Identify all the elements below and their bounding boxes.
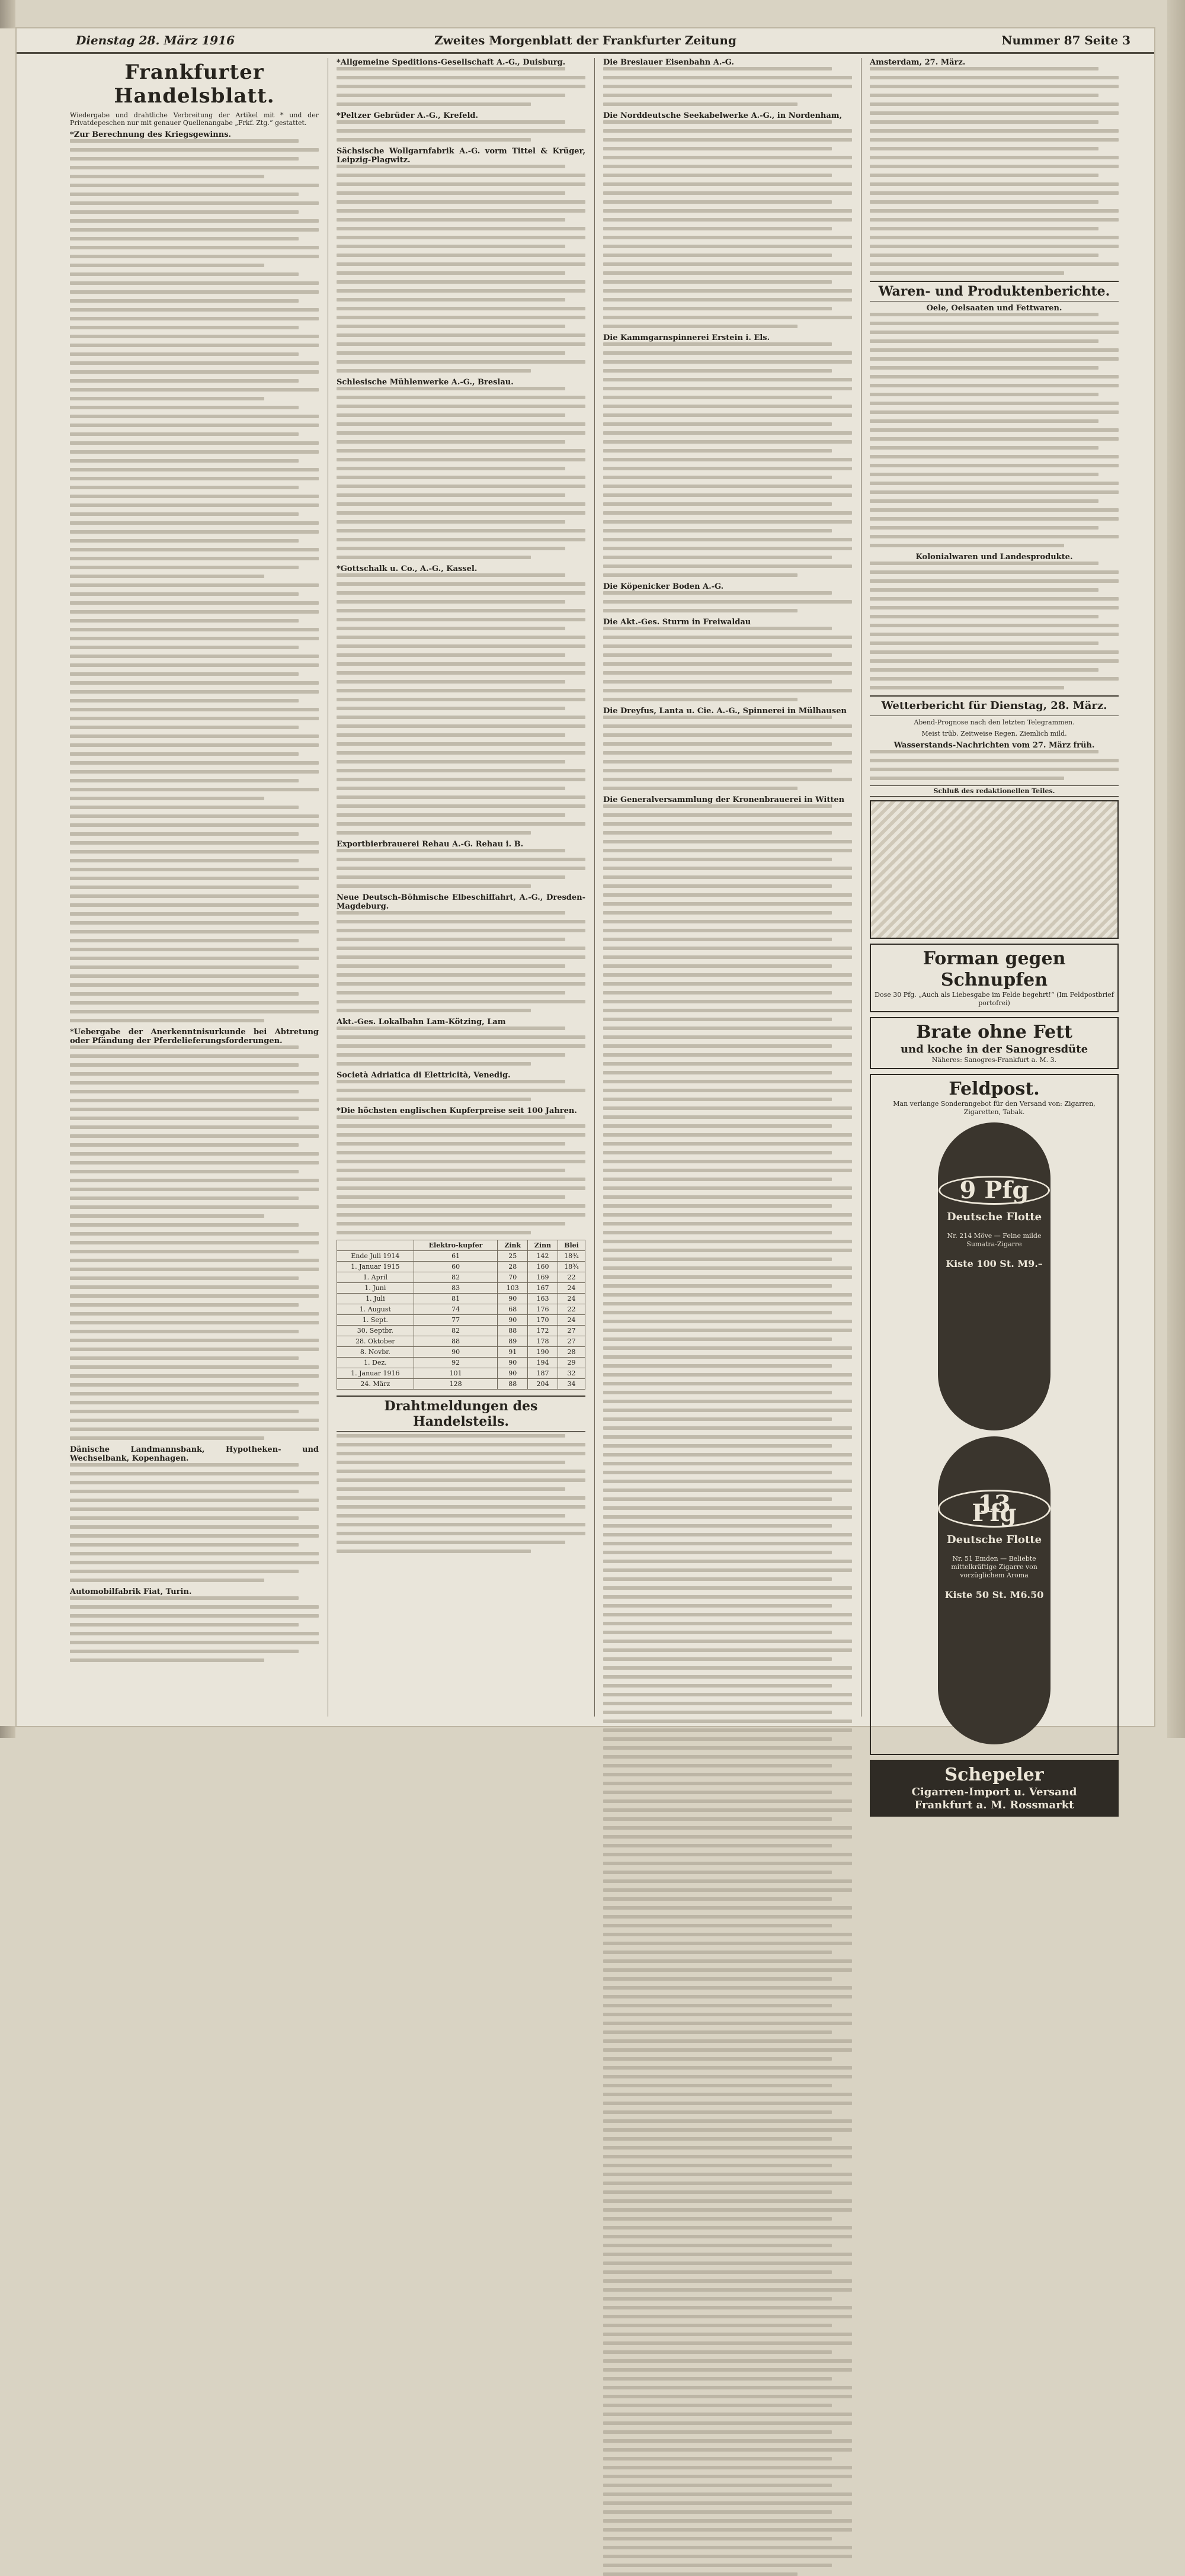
article-title: Die Kammgarnspinnerei Erstein i. Els.	[603, 333, 770, 342]
table-cell: 18¾	[558, 1251, 585, 1262]
table-row	[337, 1294, 585, 1304]
table-cell: 91	[498, 1347, 528, 1358]
table-cell: 172	[527, 1326, 558, 1336]
cigar-box-price-2: Kiste 50 St. M6.50	[944, 1589, 1044, 1600]
table-row	[337, 1283, 585, 1294]
cigar-illustration-2	[938, 1436, 1051, 1744]
table-header: Zink	[498, 1240, 528, 1251]
table-cell: 24. März	[337, 1379, 414, 1390]
table-cell: 142	[527, 1251, 558, 1262]
article-title: *Uebergabe der Anerkenntnisurkunde bei Abtretung oder Pfändung der Pferdelieferungsforderungen.	[70, 1028, 319, 1045]
table-cell: 204	[527, 1379, 558, 1390]
table-header: Elektro-kupfer	[414, 1240, 498, 1251]
table-header: Zinn	[527, 1240, 558, 1251]
table-cell: 24	[558, 1294, 585, 1304]
table-cell: 32	[558, 1368, 585, 1379]
article-body	[337, 573, 585, 835]
table-cell: 24	[558, 1315, 585, 1326]
table-row	[337, 1326, 585, 1336]
table-cell: 190	[527, 1347, 558, 1358]
advert-forman-text: Dose 30 Pfg. „Auch als Liebesgabe im Felde begehrt!“ (Im Feldpostbrief portofrei)	[875, 991, 1114, 1007]
article-title: Società Adriatica di Elettricità, Venedig.	[337, 1071, 511, 1080]
header-date: Dienstag 28. März 1916	[76, 33, 235, 47]
table-cell: 101	[414, 1368, 498, 1379]
advert-sanogres-contact: Näheres: Sanogres-Frankfurt a. M. 3.	[931, 1056, 1057, 1064]
table-cell: 1. Dez.	[337, 1358, 414, 1368]
newspaper-page	[17, 28, 1154, 1811]
column-3	[603, 58, 852, 1722]
cigar-price-1: 9 Pfg	[939, 1176, 1049, 1205]
article-title: Die Akt.-Ges. Sturm in Freiwaldau	[603, 618, 751, 627]
table-row	[337, 1358, 585, 1368]
cigar-brand-2: Deutsche Flotte	[946, 1534, 1042, 1546]
table-cell: 1. Juli	[337, 1294, 414, 1304]
table-cell: Ende Juli 1914	[337, 1251, 414, 1262]
column-rule	[594, 58, 595, 1717]
table-row	[337, 1251, 585, 1262]
table-cell: 29	[558, 1358, 585, 1368]
article-body	[337, 165, 585, 373]
table-cell: 1. Sept.	[337, 1315, 414, 1326]
table-cell: 81	[414, 1294, 498, 1304]
table-cell: 24	[558, 1283, 585, 1294]
advert-schepeler	[870, 1760, 1119, 1817]
weather-forecast: Meist trüb. Zeitweise Regen. Ziemlich mild.	[921, 730, 1067, 737]
article-body	[337, 1026, 585, 1066]
table-row	[337, 1262, 585, 1272]
article-body	[603, 627, 852, 701]
editorial-end-line: Schluß des redaktionellen Teiles.	[870, 785, 1119, 797]
article-title: Die Köpenicker Boden A.-G.	[603, 582, 724, 591]
advert-feldpost-title: Feldpost.	[949, 1079, 1040, 1099]
advert-sanogres-subline: und koche in der Sanogresdüte	[900, 1043, 1088, 1056]
article-body	[337, 911, 585, 1012]
table-cell: 1. Januar 1916	[337, 1368, 414, 1379]
table-cell: 90	[498, 1294, 528, 1304]
article-title: Die Dreyfus, Lanta u. Cie. A.-G., Spinnerei in Mülhausen	[603, 707, 847, 716]
column-2	[337, 58, 585, 1722]
colonial-title: Kolonialwaren und Landesprodukte.	[915, 553, 1073, 562]
cigar-text-2: Nr. 51 Emden — Beliebte mittelkräftige Zigarre von vorzüglichem Aroma	[951, 1555, 1037, 1579]
table-cell: 70	[498, 1272, 528, 1283]
article-title: Exportbierbrauerei Rehau A.-G. Rehau i. B.	[337, 840, 524, 849]
article-body	[603, 804, 852, 2576]
advert-sanogres-headline: Brate ohne Fett	[916, 1022, 1072, 1042]
article-body	[70, 139, 319, 1022]
advert-schepeler-line3: Frankfurt a. M. Rossmarkt	[914, 1799, 1074, 1811]
article-body	[337, 1115, 585, 1234]
table-cell: 34	[558, 1379, 585, 1390]
table-cell: 90	[498, 1358, 528, 1368]
table-cell: 30. Septbr.	[337, 1326, 414, 1336]
article-body	[337, 120, 585, 142]
table-cell: 22	[558, 1272, 585, 1283]
article-title: *Allgemeine Speditions-Gesellschaft A.-G., Duisburg.	[337, 58, 566, 67]
advert-illustration	[870, 800, 1119, 939]
article-title: Amsterdam, 27. März.	[870, 58, 966, 67]
header-masthead: Zweites Morgenblatt der Frankfurter Zeitung	[434, 33, 736, 47]
table-cell: 74	[414, 1304, 498, 1315]
table-row	[337, 1336, 585, 1347]
advert-sanogres	[870, 1017, 1119, 1069]
table-cell: 18¾	[558, 1262, 585, 1272]
table-header: Blei	[558, 1240, 585, 1251]
table-cell: 92	[414, 1358, 498, 1368]
article-title: Die Norddeutsche Seekabelwerke A.-G., in Nordenham,	[603, 111, 843, 120]
article-body	[603, 342, 852, 577]
table-row	[337, 1368, 585, 1379]
article-body	[603, 67, 852, 106]
section-title: Frankfurter Handelsblatt.	[114, 60, 275, 108]
table-cell: 28	[558, 1347, 585, 1358]
table-cell: 128	[414, 1379, 498, 1390]
table-cell: 90	[498, 1368, 528, 1379]
cigar-illustration-1	[938, 1122, 1051, 1430]
article-title: Dänische Landmannsbank, Hypotheken- und Wechselbank, Kopenhagen.	[70, 1445, 319, 1463]
header-page-number: Nummer 87 Seite 3	[1001, 33, 1130, 47]
table-cell: 22	[558, 1304, 585, 1315]
table-cell: 163	[527, 1294, 558, 1304]
section-note: Wiedergabe und drahtliche Verbreitung der Artikel mit * und der Privatdepeschen nur mit genauer Quellenangabe „Frkf. Ztg.“ gestattet.	[70, 111, 319, 127]
table-cell: 88	[498, 1379, 528, 1390]
table-cell: 82	[414, 1326, 498, 1336]
article-title: Sächsische Wollgarnfabrik A.-G. vorm Tittel & Krüger, Leipzig-Plagwitz.	[337, 147, 585, 165]
table-cell: 90	[414, 1347, 498, 1358]
table-cell: 82	[414, 1272, 498, 1283]
article-title: Die Generalversammlung der Kronenbrauerei in Witten	[603, 795, 845, 804]
article-title: *Die höchsten englischen Kupferpreise seit 100 Jahren.	[337, 1106, 577, 1115]
article-title: Schlesische Mühlenwerke A.-G., Breslau.	[337, 378, 514, 387]
table-cell: 27	[558, 1336, 585, 1347]
table-cell: 167	[527, 1283, 558, 1294]
table-cell: 60	[414, 1262, 498, 1272]
advert-forman-headline: Forman gegen Schnupfen	[923, 948, 1066, 990]
table-cell: 160	[527, 1262, 558, 1272]
table-cell: 83	[414, 1283, 498, 1294]
table-cell: 1. April	[337, 1272, 414, 1283]
table-cell: 178	[527, 1336, 558, 1347]
produce-reports-title: Waren- und Produktenberichte.	[870, 281, 1119, 301]
table-cell: 68	[498, 1304, 528, 1315]
table-cell: 61	[414, 1251, 498, 1262]
table-cell: 77	[414, 1315, 498, 1326]
article-title: Neue Deutsch-Böhmische Elbeschiffahrt, A.-G., Dresden-Magdeburg.	[337, 893, 585, 911]
article-title: Die Breslauer Eisenbahn A.-G.	[603, 58, 734, 67]
metal-prices-table	[337, 1240, 585, 1390]
article-body	[603, 716, 852, 790]
table-row	[337, 1304, 585, 1315]
article-body	[337, 1080, 585, 1101]
table-header	[337, 1240, 414, 1251]
table-row	[337, 1315, 585, 1326]
cigar-brand-1: Deutsche Flotte	[946, 1211, 1042, 1223]
advert-feldpost	[870, 1074, 1119, 1755]
table-cell: 25	[498, 1251, 528, 1262]
article-body	[337, 67, 585, 106]
article-title: Automobilfabrik Fiat, Turin.	[70, 1587, 192, 1596]
table-cell: 27	[558, 1326, 585, 1336]
table-cell: 176	[527, 1304, 558, 1315]
article-body	[603, 120, 852, 328]
advert-schepeler-line2: Cigarren-Import u. Versand	[911, 1786, 1077, 1798]
cigar-price-2: 13 Pfg	[938, 1490, 1051, 1528]
article-title: Akt.-Ges. Lokalbahn Lam-Kötzing, Lam	[337, 1018, 506, 1026]
advert-feldpost-text: Man verlange Sonderangebot für den Versand von: Zigarren, Zigaretten, Tabak.	[893, 1100, 1096, 1116]
article-body	[870, 750, 1119, 780]
table-cell: 187	[527, 1368, 558, 1379]
table-cell: 170	[527, 1315, 558, 1326]
table-cell: 88	[498, 1326, 528, 1336]
cigar-text-1: Nr. 214 Möve — Feine milde Sumatra-Zigarre	[947, 1232, 1042, 1248]
weather-subtitle: Abend-Prognose nach den letzten Telegrammen.	[914, 718, 1075, 726]
table-cell: 1. August	[337, 1304, 414, 1315]
table-cell: 8. Novbr.	[337, 1347, 414, 1358]
column-4	[870, 58, 1119, 1811]
page-edge	[1167, 0, 1185, 1738]
article-body	[603, 591, 852, 612]
cigar-box-price-1: Kiste 100 St. M9.–	[946, 1258, 1043, 1269]
table-cell: 89	[498, 1336, 528, 1347]
article-body	[337, 849, 585, 888]
advert-forman	[870, 944, 1119, 1012]
column-1	[70, 58, 319, 1722]
advert-schepeler-name: Schepeler	[944, 1765, 1044, 1785]
table-cell: 169	[527, 1272, 558, 1283]
table-cell: 90	[498, 1315, 528, 1326]
table-cell: 28. Oktober	[337, 1336, 414, 1347]
article-body	[70, 1463, 319, 1582]
table-cell: 1. Juni	[337, 1283, 414, 1294]
table-cell: 88	[414, 1336, 498, 1347]
water-levels-title: Wasserstands-Nachrichten vom 27. März früh.	[893, 741, 1095, 750]
table-row	[337, 1347, 585, 1358]
article-body	[70, 1045, 319, 1440]
article-body	[70, 1596, 319, 1662]
page-header	[17, 28, 1154, 54]
article-body	[337, 1434, 585, 1553]
article-body	[870, 67, 1119, 275]
article-title: *Gottschalk u. Co., A.-G., Kassel.	[337, 564, 478, 573]
table-cell: 194	[527, 1358, 558, 1368]
weather-title: Wetterbericht für Dienstag, 28. März.	[870, 695, 1119, 716]
adjacent-page-edge	[0, 28, 17, 1726]
article-body	[870, 562, 1119, 689]
produce-subtitle: Oele, Oelsaaten und Fettwaren.	[926, 304, 1062, 313]
table-cell: 28	[498, 1262, 528, 1272]
table-cell: 1. Januar 1915	[337, 1262, 414, 1272]
table-row	[337, 1379, 585, 1390]
article-body	[337, 387, 585, 559]
article-body	[870, 313, 1119, 547]
article-title: *Zur Berechnung des Kriegsgewinns.	[70, 130, 232, 139]
table-row	[337, 1272, 585, 1283]
telegrams-title: Drahtmeldungen des Handelsteils.	[337, 1396, 585, 1432]
article-title: *Peltzer Gebrüder A.-G., Krefeld.	[337, 111, 479, 120]
table-cell: 103	[498, 1283, 528, 1294]
